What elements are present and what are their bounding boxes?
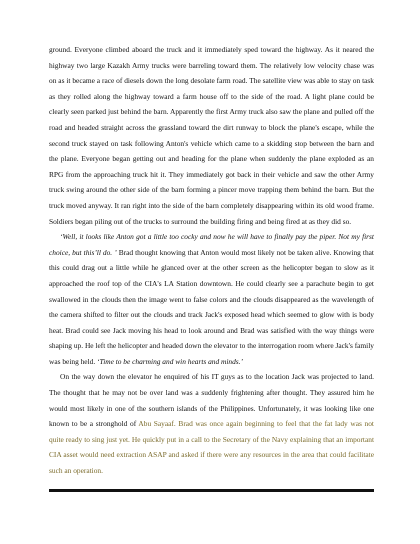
brad-thought-quote-2: ‘Time to be charming and win hearts and minds.’ bbox=[97, 356, 243, 366]
paragraph-3 bbox=[49, 369, 374, 478]
paragraph-2-body: Brad thought knowing that Anton would most likely not be taken alive. Knowing that this could drag out a little while he glanced over at the other screen as the helicopter began to slow as it approached the roof top of the CIA's LA Station downtown. He could clearly see a parachute begin to get swallowed in the clouds then the image went to false colors and the clouds disappeared as the wavelength of the camera shifted to filter out the clouds and track Jack's exposed head which seemed to glow with is body heat. Brad could see Jack moving his head to look around and Brad was satisfied with the way things were shaping up. He left the helicopter and headed down the elevator to the interrogation room where Jack's family was being held. bbox=[49, 247, 374, 366]
paragraph-3-body: On the way down the elevator he enquired of his IT guys as to the location Jack was projected to land. The thought that he may not be over land was a suddenly frightening after thought. They assured him he would most likely in one of the southern islands of the Philippines. Unfortunately, it was looking like one known to be a stronghold of bbox=[49, 372, 374, 429]
page-bottom-rule bbox=[49, 489, 374, 492]
paragraph-2 bbox=[49, 229, 374, 369]
brad-thought-quote: ‘Well, it looks like Anton got a little too cocky and now he will have to finally pay the piper. Not my first choice, but this’ll do. ’ bbox=[49, 232, 374, 257]
paragraph-1: ground. Everyone climbed aboard the truck and it immediately sped toward the highway. As it neared the highway two large Kazakh Army trucks were barreling toward them. The relatively low velocity chase was on as it became a race of diesels down the long desolate farm road. The satellite view was able to stay on task as they rolled along the highway toward a farm house off to the side of the road. A light plane could be clearly seen parked just behind the barn. Apparently the first Army truck also saw the plane and pulled off the road and headed straight across the grassland toward the dirt runway to block the plane's escape, while the second truck stayed on task following Anton's vehicle which came to a skidding stop between the barn and the plane. Everyone began getting out and heading for the plane when suddenly the plane exploded as an RPG from the approaching truck hit it. They immediately got back in their vehicle and saw the other Army truck swing around the other side of the barn forming a pincer move trapping them behind the barn. But the truck moved anyway. It ran right into the side of the barn completely disappearing within its old wood frame. Soldiers began piling out of the trucks to surround the building firing and being fired at as they did so. bbox=[49, 45, 374, 226]
highlighted-text: Abu Sayaaf. Brad was once again beginning to feel that the fat lady was not quite ready to sing just yet. He quickly put in a call to the Secretary of the Navy explaining that an important CIA asset would need extraction ASAP and asked if there were any resources in the area that could facilitate such an operation. bbox=[49, 419, 374, 476]
